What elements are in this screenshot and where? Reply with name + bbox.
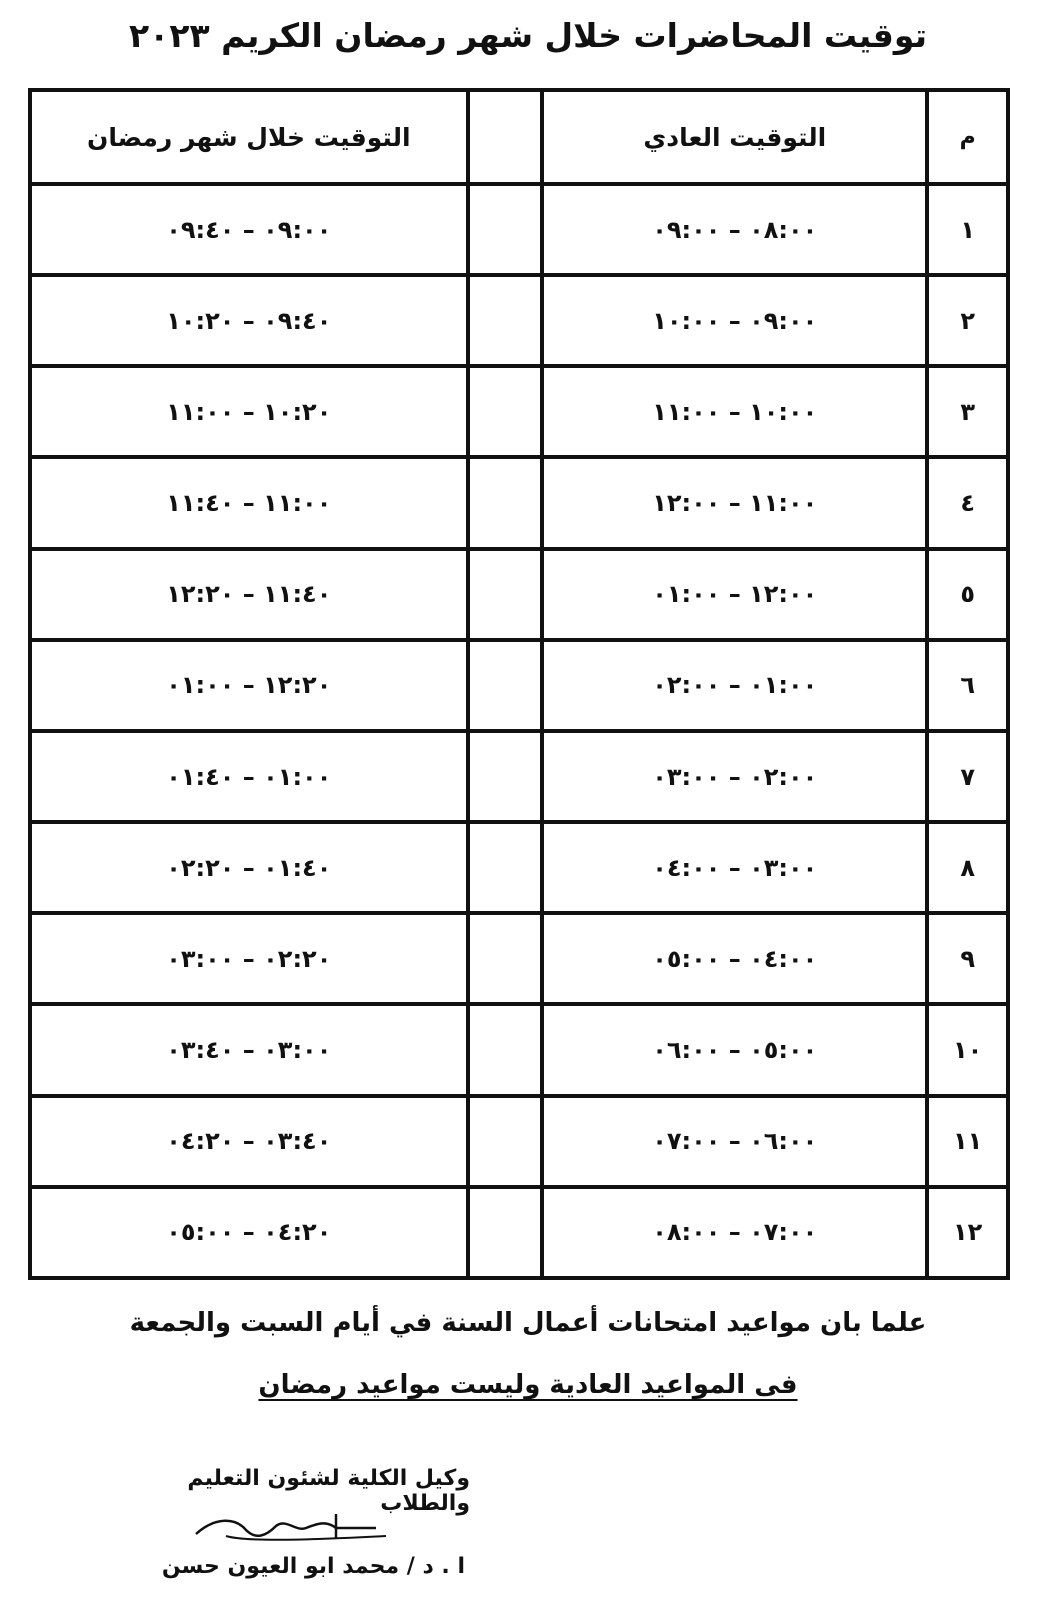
row-index: ٩ xyxy=(927,913,1008,1004)
table-row xyxy=(30,1096,1008,1187)
row-ramadan-time: ١١:٤٠ – ١٢:٢٠ xyxy=(30,549,468,640)
row-index: ١٠ xyxy=(927,1004,1008,1095)
table-row xyxy=(30,822,1008,913)
table-row xyxy=(30,913,1008,1004)
row-empty-cell xyxy=(468,184,543,275)
header-index: م xyxy=(927,90,1008,184)
row-ramadan-time: ٠٣:٠٠ – ٠٣:٤٠ xyxy=(30,1004,468,1095)
row-ramadan-time: ١١:٠٠ – ١١:٤٠ xyxy=(30,457,468,548)
signatory-title: وكيل الكلية لشئون التعليم والطلاب xyxy=(187,1466,470,1516)
row-empty-cell xyxy=(468,549,543,640)
row-normal-time: ٠٥:٠٠ – ٠٦:٠٠ xyxy=(542,1004,927,1095)
row-normal-time: ٠٦:٠٠ – ٠٧:٠٠ xyxy=(542,1096,927,1187)
row-ramadan-time: ٠٢:٢٠ – ٠٣:٠٠ xyxy=(30,913,468,1004)
table-row xyxy=(30,731,1008,822)
header-empty-column xyxy=(468,90,543,184)
row-index: ١١ xyxy=(927,1096,1008,1187)
row-normal-time: ١١:٠٠ – ١٢:٠٠ xyxy=(542,457,927,548)
table-row xyxy=(30,1004,1008,1095)
row-empty-cell xyxy=(468,1187,543,1278)
row-empty-cell xyxy=(468,913,543,1004)
row-ramadan-time: ٠٣:٤٠ – ٠٤:٢٠ xyxy=(30,1096,468,1187)
row-normal-time: ٠١:٠٠ – ٠٢:٠٠ xyxy=(542,640,927,731)
row-normal-time: ٠٤:٠٠ – ٠٥:٠٠ xyxy=(542,913,927,1004)
header-ramadan-time: التوقيت خلال شهر رمضان xyxy=(30,90,468,184)
row-index: ٤ xyxy=(927,457,1008,548)
row-index: ٥ xyxy=(927,549,1008,640)
row-index: ٨ xyxy=(927,822,1008,913)
row-empty-cell xyxy=(468,731,543,822)
row-normal-time: ٠٢:٠٠ – ٠٣:٠٠ xyxy=(542,731,927,822)
schedule-table xyxy=(28,88,1010,1280)
signatory-name: ا . د / محمد ابو العيون حسن xyxy=(161,1554,465,1579)
row-empty-cell xyxy=(468,275,543,366)
header-normal-time: التوقيت العادي xyxy=(542,90,927,184)
table-row xyxy=(30,275,1008,366)
row-ramadan-time: ١٢:٢٠ – ٠١:٠٠ xyxy=(30,640,468,731)
table-row xyxy=(30,184,1008,275)
table-row xyxy=(30,366,1008,457)
row-index: ١٢ xyxy=(927,1187,1008,1278)
row-normal-time: ٠٧:٠٠ – ٠٨:٠٠ xyxy=(542,1187,927,1278)
table-row xyxy=(30,549,1008,640)
handwritten-signature xyxy=(186,1506,396,1548)
note-line-2-text: فى المواعيد العادية وليست مواعيد رمضان xyxy=(258,1370,798,1400)
row-ramadan-time: ٠٩:٠٠ – ٠٩:٤٠ xyxy=(30,184,468,275)
note-line-1: علما بان مواعيد امتحانات أعمال السنة في أيام السبت والجمعة xyxy=(129,1308,927,1338)
row-empty-cell xyxy=(468,457,543,548)
table-row xyxy=(30,457,1008,548)
table-header-row xyxy=(30,90,1008,184)
row-normal-time: ١٠:٠٠ – ١١:٠٠ xyxy=(542,366,927,457)
table-row xyxy=(30,640,1008,731)
row-normal-time: ٠٨:٠٠ – ٠٩:٠٠ xyxy=(542,184,927,275)
row-normal-time: ٠٣:٠٠ – ٠٤:٠٠ xyxy=(542,822,927,913)
table-row xyxy=(30,1187,1008,1278)
row-empty-cell xyxy=(468,1004,543,1095)
row-empty-cell xyxy=(468,822,543,913)
row-empty-cell xyxy=(468,640,543,731)
row-index: ٣ xyxy=(927,366,1008,457)
row-empty-cell xyxy=(468,1096,543,1187)
note-line-2 xyxy=(0,1370,1056,1400)
row-index: ٧ xyxy=(927,731,1008,822)
row-ramadan-time: ٠١:٤٠ – ٠٢:٢٠ xyxy=(30,822,468,913)
row-normal-time: ١٢:٠٠ – ٠١:٠٠ xyxy=(542,549,927,640)
row-ramadan-time: ٠٤:٢٠ – ٠٥:٠٠ xyxy=(30,1187,468,1278)
page-title: توقيت المحاضرات خلال شهر رمضان الكريم ٢٠٢٣ xyxy=(129,16,927,55)
row-ramadan-time: ١٠:٢٠ – ١١:٠٠ xyxy=(30,366,468,457)
row-empty-cell xyxy=(468,366,543,457)
row-index: ٦ xyxy=(927,640,1008,731)
row-index: ٢ xyxy=(927,275,1008,366)
row-index: ١ xyxy=(927,184,1008,275)
row-normal-time: ٠٩:٠٠ – ١٠:٠٠ xyxy=(542,275,927,366)
row-ramadan-time: ٠٩:٤٠ – ١٠:٢٠ xyxy=(30,275,468,366)
row-ramadan-time: ٠١:٠٠ – ٠١:٤٠ xyxy=(30,731,468,822)
